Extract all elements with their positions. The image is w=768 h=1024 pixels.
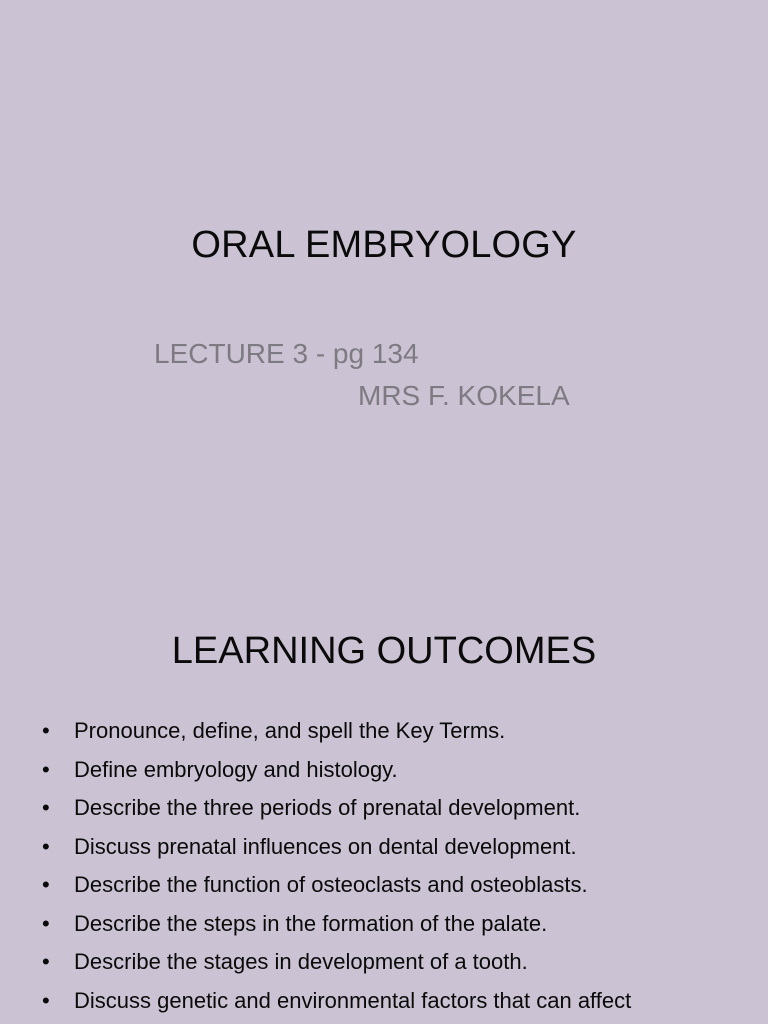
list-item [40, 789, 631, 828]
list-item-text: Describe the steps in the formation of the palate. [74, 910, 548, 936]
bullet-icon: • [42, 795, 50, 820]
bullet-icon: • [42, 949, 50, 974]
list-item-text: Describe the function of osteoclasts and osteoblasts. [74, 872, 588, 897]
outcomes-title: LEARNING OUTCOMES [171, 630, 597, 672]
bullet-icon: • [42, 910, 50, 936]
list-item [40, 866, 631, 905]
list-item-text: Define embryology and histology. [74, 756, 398, 782]
list-item [40, 982, 631, 1021]
list-item-text: Describe the stages in development of a tooth. [74, 949, 528, 974]
slide-title: ORAL EMBRYOLOGY [191, 224, 577, 266]
lecture-subtitle: LECTURE 3 - pg 134 [154, 338, 419, 369]
list-item [40, 712, 631, 751]
bullet-icon: • [42, 756, 50, 782]
list-item-text: Describe the three periods of prenatal development. [74, 795, 581, 820]
list-item [40, 751, 631, 790]
bullet-icon: • [42, 872, 50, 897]
outcomes-list [40, 712, 631, 1020]
list-item [40, 943, 631, 982]
bullet-icon: • [42, 718, 50, 743]
learning-outcomes-slide [0, 600, 768, 1024]
list-item-text: Discuss genetic and environmental factors that can affect [74, 987, 632, 1013]
list-item [40, 905, 631, 944]
bullet-icon: • [42, 987, 50, 1013]
author-subtitle: MRS F. KOKELA [358, 380, 570, 411]
list-item-text: Pronounce, define, and spell the Key Terms. [74, 718, 506, 743]
list-item [40, 828, 631, 867]
bullet-icon: • [42, 833, 50, 859]
list-item-text: Discuss prenatal influences on dental development. [74, 833, 577, 859]
